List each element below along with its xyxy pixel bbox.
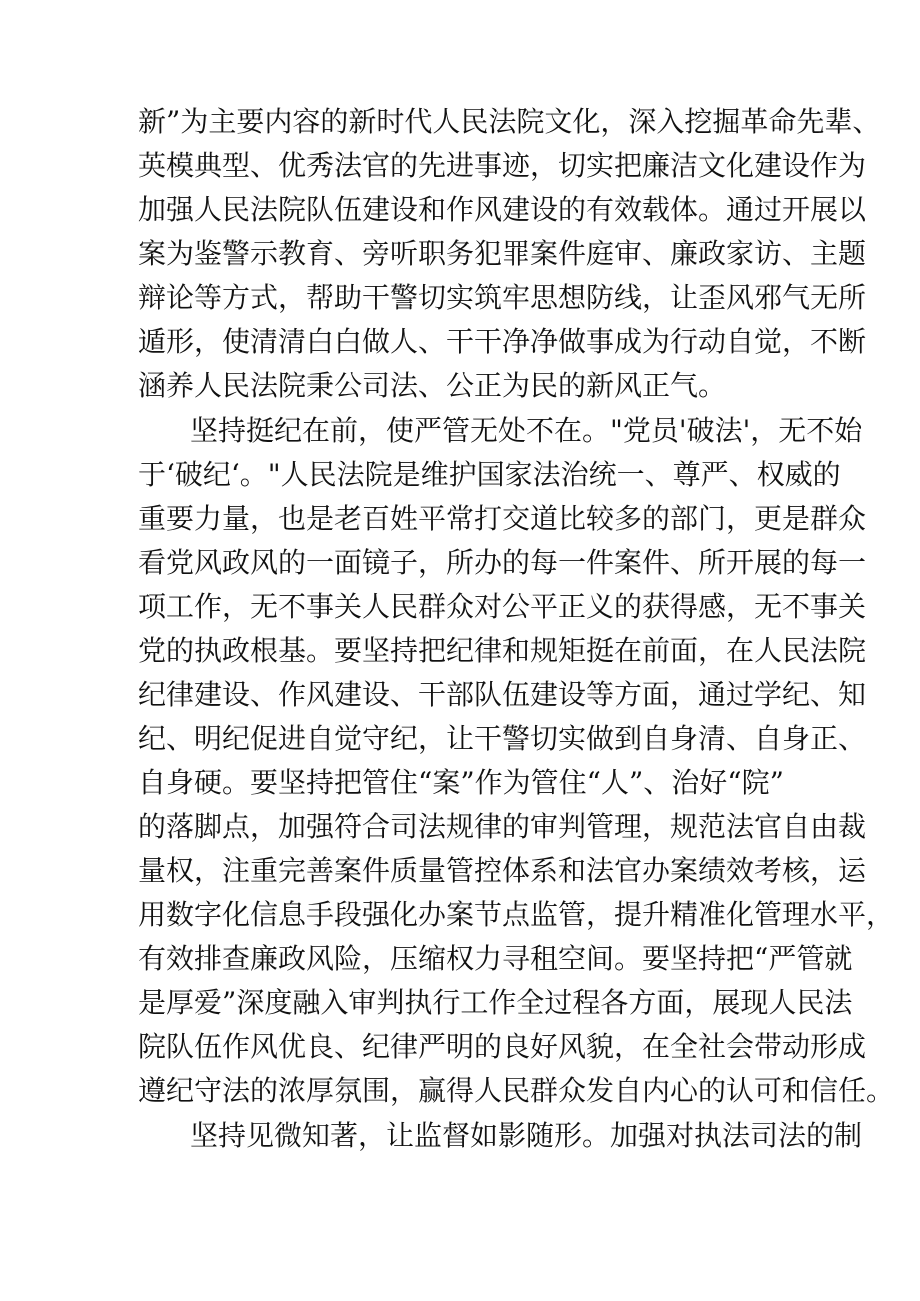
paragraph-1-line-7: 涵养人民法院秉公司法、公正为民的新风正气。 — [138, 369, 727, 402]
paragraph-1-line-6: 遁形，使清清白白做人、干干净净做事成为行动自觉，不断 — [138, 325, 867, 358]
paragraph-3-line-1: 坚持见微知著，让监督如影随形。加强对执法司法的制 — [190, 1119, 863, 1152]
paragraph-2-line-6: 党的执政根基。要坚持把纪律和规矩挺在前面，在人民法院 — [138, 634, 867, 667]
paragraph-1-line-4: 案为鉴警示教育、旁听职务犯罪案件庭审、廉政家访、主题 — [138, 237, 867, 270]
paragraph-2-line-8: 纪、明纪促进自觉守纪，让干警切实做到自身清、自身正、 — [138, 722, 867, 755]
paragraph-1-line-1: 新”为主要内容的新时代人民法院文化，深入挖掘革命先辈、 — [138, 105, 881, 138]
paragraph-2-line-5: 项工作，无不事关人民群众对公平正义的获得感，无不事关 — [138, 590, 867, 623]
paragraph-2-line-12: 用数字化信息手段强化办案节点监管，提升精准化管理水平， — [138, 898, 895, 931]
paragraph-1-line-3: 加强人民法院队伍建设和作风建设的有效载体。通过开展以 — [138, 193, 867, 226]
paragraph-2-line-2: 于‘破纪‘。"人民法院是维护国家法治统一、尊严、权威的 — [138, 458, 841, 491]
paragraph-1-line-2: 英模典型、优秀法官的先进事迹，切实把廉洁文化建设作为 — [138, 149, 867, 182]
paragraph-2-line-4: 看党风政风的一面镜子，所办的每一件案件、所开展的每一 — [138, 546, 867, 579]
paragraph-2-line-13: 有效排查廉政风险，压缩权力寻租空间。要坚持把“严管就 — [138, 942, 853, 975]
paragraph-2-line-10: 的落脚点，加强符合司法规律的审判管理，规范法官自由裁 — [138, 810, 867, 843]
paragraph-2-line-11: 量权，注重完善案件质量管控体系和法官办案绩效考核，运 — [138, 854, 867, 887]
paragraph-2-line-15: 院队伍作风优良、纪律严明的良好风貌，在全社会带动形成 — [138, 1030, 867, 1063]
paragraph-2-line-3: 重要力量，也是老百姓平常打交道比较多的部门，更是群众 — [138, 502, 867, 535]
paragraph-2-line-9: 自身硬。要坚持把管住“案”作为管住“人”、治好“院” — [138, 766, 784, 799]
paragraph-2-line-7: 纪律建设、作风建设、干部队伍建设等方面，通过学纪、知 — [138, 678, 867, 711]
paragraph-2-line-14: 是厚爱”深度融入审判执行工作全过程各方面，展现人民法 — [138, 986, 853, 1019]
paragraph-2-line-1: 坚持挺纪在前，使严管无处不在。"党员'破法'，无不始 — [190, 414, 863, 447]
paragraph-2-line-16: 遵纪守法的浓厚氛围，赢得人民群众发自内心的认可和信任。 — [138, 1074, 895, 1107]
paragraph-1-line-5: 辩论等方式，帮助干警切实筑牢思想防线，让歪风邪气无所 — [138, 281, 867, 314]
